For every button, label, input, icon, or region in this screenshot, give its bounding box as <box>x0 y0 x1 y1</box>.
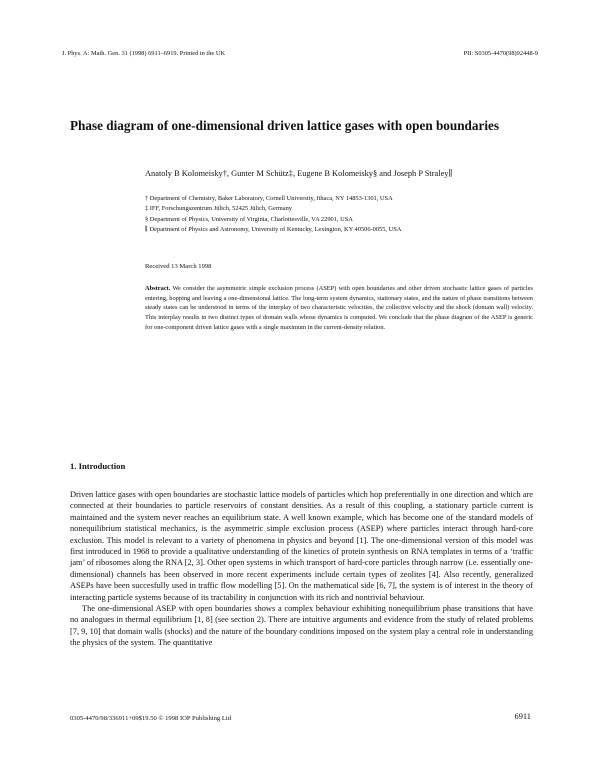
paragraph: The one-dimensional ASEP with open boundaries shows a complex behaviour exhibiting nonequilibrium phase transitions that have no analogues in thermal equilibrium [1, 8] (see section 2). There are intuitive arguments and evidence from the study of related problems [7, 9, 10] that domain walls (shocks) and the nature of the boundary conditions imposed on the system play a central role in understanding the physics of the system. The quantitative <box>70 604 533 648</box>
paragraph: Driven lattice gases with open boundaries are stochastic lattice models of particles which hop preferentially in one direction and which are connected at their boundaries to particle reservoirs of constant densities. As a result of this coupling, a stationary particle current is maintained and the system never reaches an equilibrium state. A well known example, which has become one of the standard models of nonequilibrium statistical mechanics, is the asymmetric simple exclusion process (ASEP) where particles interact through hard-core exclusion. This model is relevant to a variety of phenomena in physics and beyond [1]. The one-dimensional version of this model was first introduced in 1968 to provide a qualitative understanding of the kinetics of protein synthesis on RNA templates in terms of a ‘traffic jam’ of ribosomes along the RNA [2, 3]. Other open systems in which transport of hard-core particles through narrow (i.e. essentially one-dimensional) channels has been observed in more recent experiments include certain types of zeolites [4]. Also recently, generalized ASEPs have been succesfully used in traffic flow modelling [5]. On the mathematical side [6, 7], the system is of interest in the theory of interacting particle systems because of its tractability in conjunction with its rich and nontrivial behaviour. <box>70 490 533 602</box>
copyright-footer: 0305-4470/98/336911+09$19.50 © 1998 IOP Publishing Ltd <box>70 715 231 722</box>
received-date: Received 13 March 1998 <box>145 263 212 270</box>
affiliations <box>145 194 495 236</box>
abstract-label: Abstract. <box>145 285 171 292</box>
abstract-text: We consider the asymmetric simple exclusion process (ASEP) with open boundaries and other driven stochastic lattice gases of particles entering, hopping and leaving a one-dimensional lattice. The long-term system dynamics, stationary states, and the nature of phase transitions between steady states can be understood in terms of the interplay of two characteristic velocities, the collective velocity and the shock (domain wall) velocity. This interplay results in two distinct types of domain walls whose dynamics is computed. We conclude that the phase diagram of the ASEP is generic for one-component driven lattice gases with a single maximum in the current-density relation. <box>145 285 533 331</box>
journal-header: J. Phys. A: Math. Gen. 31 (1998) 6911–6919. Printed in the UK <box>62 50 226 57</box>
authors: Anatoly B Kolomeisky†, Gunter M Schütz‡, Eugene B Kolomeisky§ and Joseph P Straley∥ <box>145 169 453 178</box>
paper-title: Phase diagram of one-dimensional driven lattice gases with open boundaries <box>70 118 499 133</box>
page-number: 6911 <box>514 712 531 721</box>
affiliation: ‡ IFF, Forschungszentrum Jülich, 52425 Jülich, Germany <box>145 205 292 213</box>
abstract <box>145 284 533 333</box>
pii-header: PII: S0305-4470(98)92448-9 <box>463 50 538 57</box>
affiliation: † Department of Chemistry, Baker Laboratory, Cornell University, Ithaca, NY 14853-1301, USA <box>145 195 393 202</box>
section-heading: 1. Introduction <box>70 461 126 471</box>
section-body <box>70 489 533 649</box>
affiliation: ∥ Department of Physics and Astronomy, University of Kentucky, Lexington, KY 40506-0055, USA <box>145 226 402 234</box>
affiliation: § Department of Physics, University of Virginia, Charlottesville, VA 22901, USA <box>145 215 353 223</box>
